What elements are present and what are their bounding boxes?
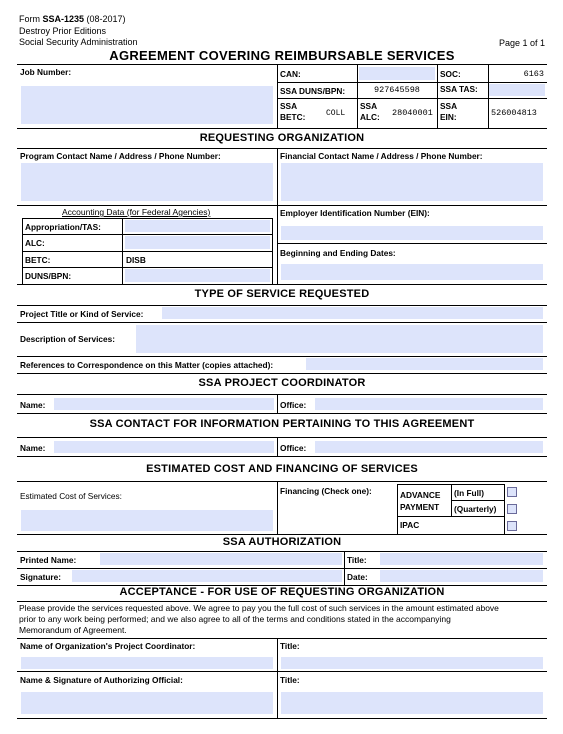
financial-contact-field[interactable] xyxy=(281,163,543,201)
program-contact-field[interactable] xyxy=(21,163,273,201)
coordinator-office-label: Office: xyxy=(280,400,307,410)
printed-name-field[interactable] xyxy=(100,553,342,565)
acceptance-text-3: Memorandum of Agreement. xyxy=(19,625,127,635)
job-number-label: Job Number: xyxy=(20,67,72,77)
rule xyxy=(277,64,278,128)
signature-label: Signature: xyxy=(20,572,62,582)
accounting-heading: Accounting Data (for Federal Agencies) xyxy=(62,207,211,217)
rule xyxy=(277,243,547,244)
ein-field[interactable] xyxy=(281,226,543,240)
rule xyxy=(17,568,547,569)
rule xyxy=(277,98,547,99)
ssa-duns-value: 927645598 xyxy=(374,85,420,95)
alc-label: ALC: xyxy=(25,238,45,248)
rule xyxy=(17,413,547,414)
rule xyxy=(451,500,504,501)
rule xyxy=(22,234,272,235)
official-field[interactable] xyxy=(21,692,273,714)
authorization-heading: SSA AUTHORIZATION xyxy=(222,536,342,548)
agency-name: Social Security Administration xyxy=(19,37,138,47)
signature-field[interactable] xyxy=(72,570,342,582)
acceptance-heading: ACCEPTANCE - FOR USE OF REQUESTING ORGANIZATION xyxy=(119,586,445,598)
official-label: Name & Signature of Authorizing Official: xyxy=(20,675,183,685)
ipac-checkbox[interactable] xyxy=(507,521,517,531)
appropriation-label: Appropriation/TAS: xyxy=(25,222,101,232)
rule xyxy=(17,638,547,639)
rule xyxy=(17,601,547,602)
rule xyxy=(17,284,547,285)
requesting-heading: REQUESTING ORGANIZATION xyxy=(199,132,365,144)
rule xyxy=(17,456,547,457)
description-label: Description of Services: xyxy=(20,334,115,344)
rule xyxy=(17,205,547,206)
rule xyxy=(17,394,547,395)
ssa-alc-label: SSA ALC: xyxy=(360,101,380,122)
advance-label: ADVANCE xyxy=(400,490,441,500)
rule xyxy=(397,484,398,534)
ipac-label: IPAC xyxy=(400,520,420,530)
estimated-cost-label: Estimated Cost of Services: xyxy=(20,491,122,501)
rule xyxy=(397,484,504,485)
rule xyxy=(17,356,547,357)
rule xyxy=(397,516,504,517)
dates-label: Beginning and Ending Dates: xyxy=(280,248,396,258)
rule xyxy=(504,484,505,534)
acceptance-text-1: Please provide the services requested above. We agree to pay you the full cost of such services in the amount estimated above xyxy=(19,603,499,613)
auth-title-label: Title: xyxy=(347,555,367,565)
rule xyxy=(17,718,547,719)
service-heading: TYPE OF SERVICE REQUESTED xyxy=(194,288,370,300)
job-number-field[interactable] xyxy=(21,86,273,124)
quarterly-label: (Quarterly) xyxy=(454,504,497,514)
alc-field[interactable] xyxy=(125,236,270,249)
rule xyxy=(17,322,547,323)
rule xyxy=(22,251,272,252)
program-contact-label: Program Contact Name / Address / Phone Number: xyxy=(20,151,221,161)
rule xyxy=(17,437,547,438)
acceptance-text-2: prior to any work being performed; and we also agree to all of the terms and conditions stated in the accompanying xyxy=(19,614,451,624)
project-title-label: Project Title or Kind of Service: xyxy=(20,309,144,319)
coordinator-title-field[interactable] xyxy=(281,657,543,669)
dates-field[interactable] xyxy=(281,264,543,280)
payment-label: PAYMENT xyxy=(400,502,440,512)
printed-name-label: Printed Name: xyxy=(20,555,77,565)
rule xyxy=(17,373,547,374)
rule xyxy=(277,437,278,456)
rule xyxy=(17,551,547,552)
ssa-duns-label: SSA DUNS/BPN: xyxy=(280,86,346,96)
quarterly-checkbox[interactable] xyxy=(507,504,517,514)
description-field[interactable] xyxy=(136,325,543,353)
auth-date-field[interactable] xyxy=(380,570,543,582)
duns-label: DUNS/BPN: xyxy=(25,271,72,281)
contact-heading: SSA CONTACT FOR INFORMATION PERTAINING TO THIS AGREEMENT xyxy=(89,418,475,430)
form-number: SSA-1235 xyxy=(42,14,85,24)
ssa-tas-label: SSA TAS: xyxy=(440,84,478,94)
form-title: AGREEMENT COVERING REIMBURSABLE SERVICES xyxy=(109,48,455,63)
form-date: (08-2017) xyxy=(84,14,126,24)
ssa-betc-label: SSA BETC: xyxy=(280,101,306,122)
coordinator-name-label: Name: xyxy=(20,400,46,410)
ssa-ein-label: SSA EIN: xyxy=(440,101,457,122)
references-field[interactable] xyxy=(306,358,543,370)
rule xyxy=(277,638,278,718)
rule xyxy=(277,82,547,83)
official-title-label: Title: xyxy=(280,675,300,685)
rule xyxy=(277,148,278,284)
editions-note: Destroy Prior Editions xyxy=(19,26,107,36)
references-label: References to Correspondence on this Matter (copies attached): xyxy=(20,360,274,370)
rule xyxy=(17,128,547,129)
ssa-alc-value: 28040001 xyxy=(392,108,433,118)
rule xyxy=(17,64,547,65)
rule xyxy=(277,481,278,534)
rule xyxy=(272,218,273,284)
rule xyxy=(17,481,547,482)
rule xyxy=(17,534,547,535)
contact-name-field[interactable] xyxy=(54,441,274,453)
auth-date-label: Date: xyxy=(347,572,368,582)
official-title-field[interactable] xyxy=(281,692,543,714)
can-label: CAN: xyxy=(280,69,301,79)
rule xyxy=(17,148,547,149)
soc-label: SOC: xyxy=(440,69,461,79)
rule xyxy=(22,267,272,268)
duns-field[interactable] xyxy=(125,269,270,282)
rule xyxy=(17,305,547,306)
coordinator-heading: SSA PROJECT COORDINATOR xyxy=(198,377,366,389)
rule xyxy=(437,64,438,128)
soc-value: 6163 xyxy=(523,69,544,79)
appropriation-field[interactable] xyxy=(125,220,270,232)
project-title-field[interactable] xyxy=(162,307,543,319)
org-coordinator-field[interactable] xyxy=(21,657,273,669)
contact-office-field[interactable] xyxy=(315,441,543,453)
financial-contact-label: Financial Contact Name / Address / Phone Number: xyxy=(280,151,483,161)
ssa-betc-value: COLL xyxy=(326,109,346,118)
can-field[interactable] xyxy=(359,67,435,80)
betc-value: DISB xyxy=(126,255,146,265)
rule xyxy=(22,218,272,219)
coordinator-name-field[interactable] xyxy=(54,398,274,410)
coordinator-office-field[interactable] xyxy=(315,398,543,410)
ein-label: Employer Identification Number (EIN): xyxy=(280,208,430,218)
rule xyxy=(17,671,547,672)
contact-name-label: Name: xyxy=(20,443,46,453)
form-id xyxy=(19,14,126,24)
ssa-ein-value: 526004813 xyxy=(491,108,537,118)
rule xyxy=(488,64,489,128)
in-full-label: (In Full) xyxy=(454,488,484,498)
cost-heading: ESTIMATED COST AND FINANCING OF SERVICES xyxy=(146,463,418,475)
estimated-cost-field[interactable] xyxy=(21,510,273,531)
page-number: Page 1 of 1 xyxy=(498,38,545,48)
coordinator-title-label: Title: xyxy=(280,641,300,651)
rule xyxy=(277,394,278,413)
org-coordinator-label: Name of Organization's Project Coordinator: xyxy=(20,641,196,651)
rule xyxy=(357,64,358,128)
in-full-checkbox[interactable] xyxy=(507,487,517,497)
form-prefix: Form xyxy=(19,14,43,24)
betc-label: BETC: xyxy=(25,255,51,265)
financing-label: Financing (Check one): xyxy=(280,486,372,496)
ssa-tas-field[interactable] xyxy=(489,84,545,96)
contact-office-label: Office: xyxy=(280,443,307,453)
auth-title-field[interactable] xyxy=(380,553,543,565)
